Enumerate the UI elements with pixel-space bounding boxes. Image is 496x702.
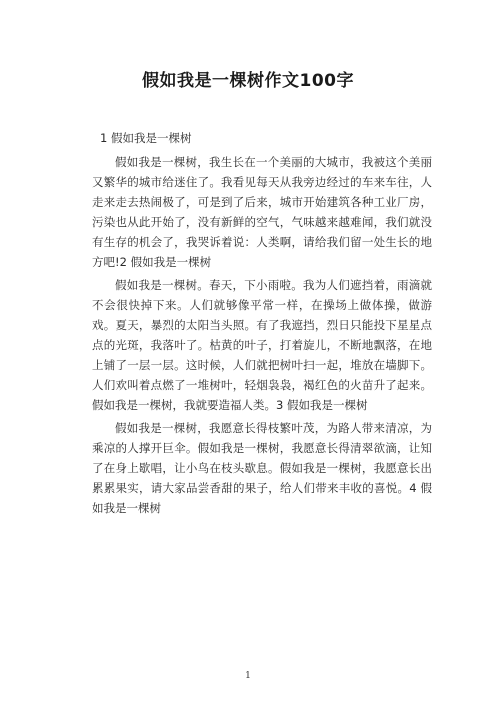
- paragraph-1: 假如我是一棵树，我生长在一个美丽的大城市，我被这个美丽又繁华的城市给迷住了。我看见每天从我旁边经过的车来车往，人走来走去热闹极了，可是到了后来，城市开始建筑各种工业厂房，污染也从此开始了，没有新鲜的空气，气味越来越难闻，我们就没有生存的机会了，我哭诉着说：人类啊，请给我们留一处生长的地方吧!2 假如我是一棵树: [92, 155, 432, 269]
- document-body: [92, 128, 432, 521]
- paragraph-3: 假如我是一棵树，我愿意长得枝繁叶茂，为路人带来清凉，为乘凉的人撑开巨伞。假如我是一棵树，我愿意长得清翠欲滴，让知了在身上歇唱，让小鸟在枝头歇息。假如我是一棵树，我愿意长出累累果实，请大家品尝香甜的果子，给人们带来丰收的喜悦。4 假如我是一棵树: [92, 421, 432, 515]
- paragraph-2: 假如我是一棵树。春天，下小雨啦。我为人们遮挡着，雨滴就不会很快掉下来。人们就够像平常一样，在操场上做体操，做游戏。夏天，暴烈的太阳当头照。有了我遮挡，烈日只能投下星星点点的光斑，我落叶了。枯黄的叶子，打着旋儿，不断地飘落，在地上铺了一层一层。这时候，人们就把树叶扫一起，堆放在墙脚下。人们欢叫着点燃了一堆树叶，轻烟袅袅，褐红色的火苗升了起来。假如我是一棵树，我就要造福人类。3 假如我是一棵树: [92, 278, 432, 412]
- document-title: 假如我是一棵树作文100字: [142, 71, 354, 91]
- page-number: 1: [245, 671, 251, 681]
- section-heading: 1 假如我是一棵树: [100, 131, 192, 145]
